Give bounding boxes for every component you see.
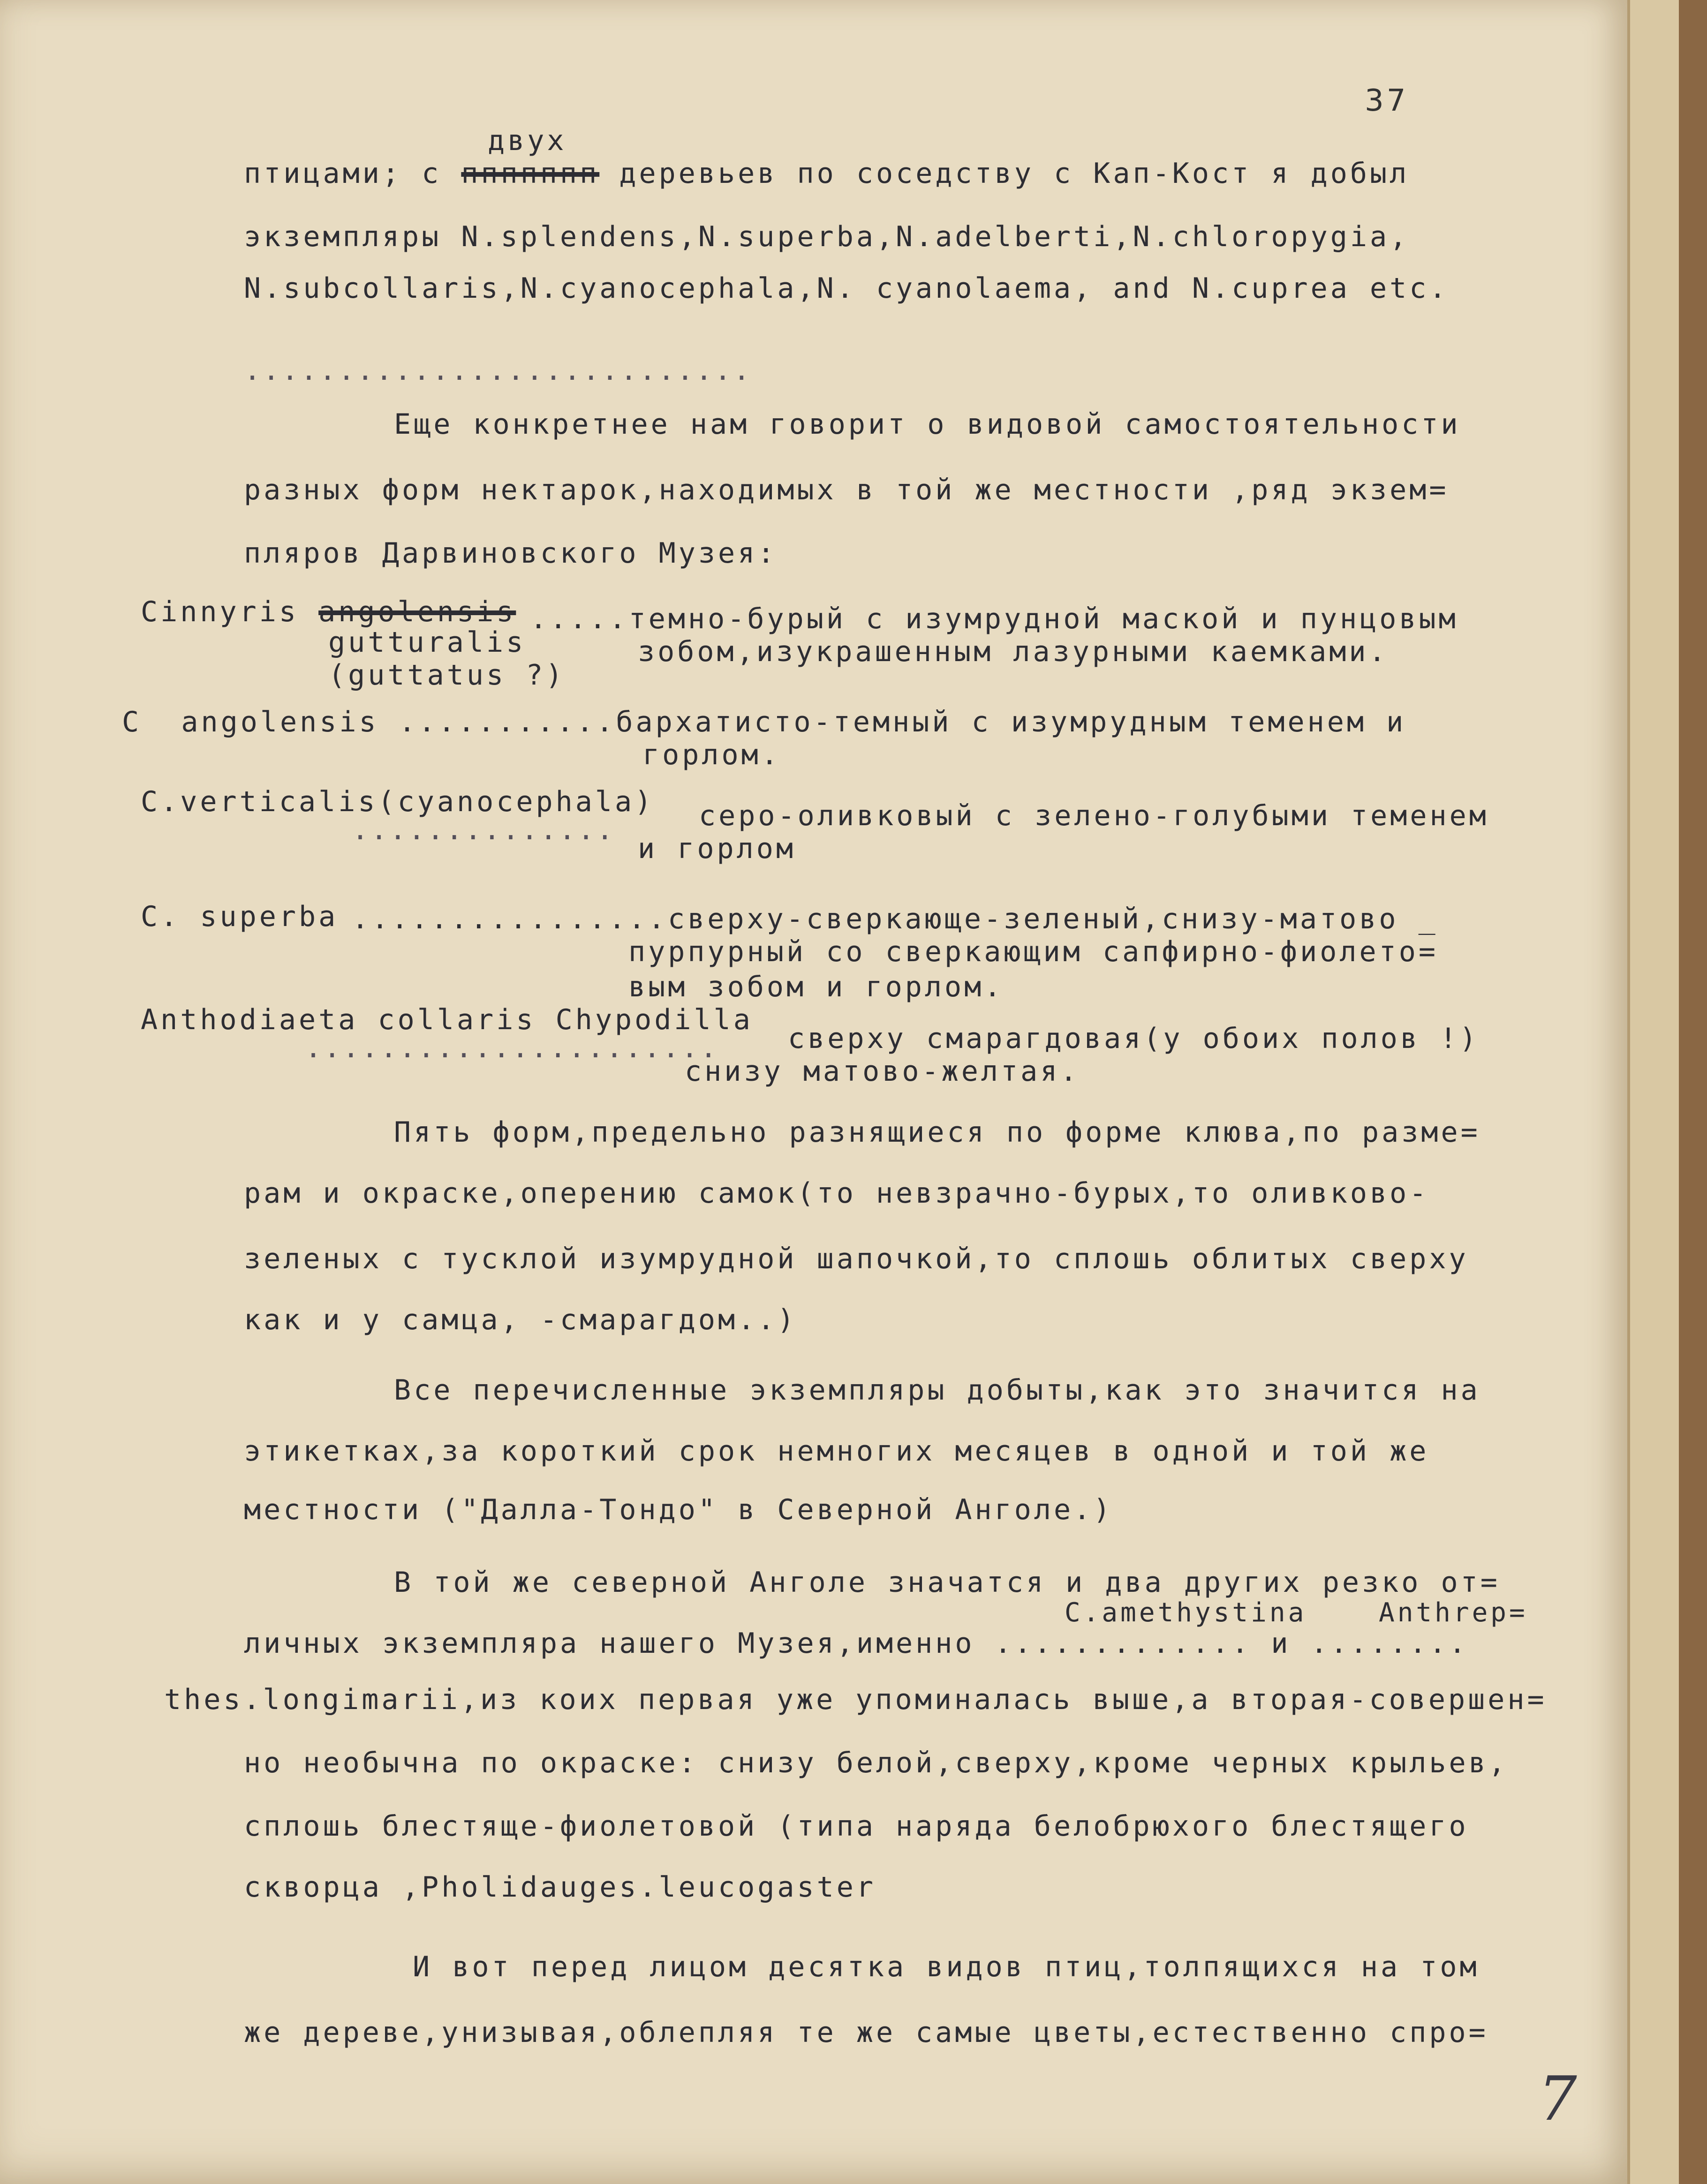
specimen-1-name bbox=[141, 595, 516, 628]
intro-line-2: экземпляры N.splendens,N.superba,N.adelberti,N.chloropygia, bbox=[244, 220, 1410, 253]
para4-line-3-rest: ,из коих первая уже упоминалась выше,а вторая-совершен= bbox=[460, 1683, 1547, 1716]
specimen-1-name-2: gutturalis bbox=[328, 626, 526, 659]
specimen-5-dots: ...................... bbox=[305, 1032, 719, 1064]
background-edge bbox=[1679, 0, 1707, 2184]
para1-line-1: Еще конкретнее нам говорит о видовой самостоятельности bbox=[394, 408, 1461, 441]
para3-line-1: Все перечисленные экземпляры добыты,как это значится на bbox=[394, 1374, 1480, 1407]
specimen-5-desc-2: снизу матово-желтая. bbox=[685, 1055, 1080, 1088]
para4-line-3 bbox=[164, 1683, 1547, 1716]
page-number: 37 bbox=[1365, 83, 1409, 118]
specimen-1-genus: Cinnyris bbox=[141, 595, 299, 628]
specimen-1-desc: .....темно-бурый с изумрудной маской и пунцовым bbox=[530, 602, 1458, 635]
para3-line-3: местности ("Далла-Тондо" в Северной Анголе.) bbox=[244, 1493, 1113, 1526]
specimen-4-name: C. superba bbox=[141, 900, 339, 933]
para4-line-6: скворца ,Pholidauges.leucogaster bbox=[244, 1871, 876, 1904]
specimen-1-name-3: (guttatus ?) bbox=[328, 659, 566, 692]
para4-line-2: личных экземпляра нашего Музея,именно ............. и ........ bbox=[244, 1627, 1469, 1660]
specimen-3-name: C.verticalis(cyanocephala) bbox=[141, 785, 655, 818]
para2-line-3: зеленых с тусклой изумрудной шапочкой,то сплошь облитых сверху bbox=[244, 1243, 1469, 1275]
specimen-1-desc-2: зобом,изукрашенным лазурными каемками. bbox=[638, 635, 1389, 668]
specimen-3-desc: серо-оливковый с зелено-голубыми теменем bbox=[699, 799, 1489, 832]
specimen-4-desc-2: пурпурный со сверкающим сапфирно-фиолето= bbox=[628, 935, 1439, 968]
specimen-5-desc: сверху смарагдовая(у обоих полов !) bbox=[788, 1022, 1480, 1055]
para4-insert-anthrep: Anthrep= bbox=[1379, 1597, 1528, 1628]
para2-line-4: как и у самца, -смарагдом..) bbox=[244, 1303, 797, 1336]
specimen-4-desc-3: вым зобом и горлом. bbox=[628, 971, 1004, 1003]
para4-line-1: В той же северной Анголе значатся и два других резко от= bbox=[394, 1566, 1500, 1599]
inserted-word: двух bbox=[488, 124, 567, 157]
specimen-3-dots: .............. bbox=[352, 813, 615, 846]
para4-line-3-prefix: thes.longimarii bbox=[164, 1683, 461, 1716]
specimen-2-desc-2: горлом. bbox=[642, 738, 781, 771]
intro-line-1 bbox=[244, 157, 1409, 190]
specimen-2-name: C angolensis bbox=[122, 706, 379, 738]
specimen-5-name: Anthodiaeta collaris Chypodilla bbox=[141, 1003, 753, 1036]
stacked-page-edges bbox=[1627, 0, 1682, 2184]
para5-line-2: же дереве,унизывая,облепляя те же самые цветы,естественно спро= bbox=[244, 2016, 1488, 2049]
para1-line-3: пляров Дарвиновского Музея: bbox=[244, 537, 778, 570]
para4-line-5: сплошь блестяще-фиолетовой (типа наряда белобрюхого блестящего bbox=[244, 1810, 1469, 1843]
intro-line-1-end: деревьев по соседству с Кап-Кост я добыл bbox=[599, 157, 1410, 190]
para5-line-1: И вот перед лицом десятка видов птиц,толпящихся на том bbox=[413, 1951, 1480, 1983]
para4-line-4: но необычна по окраске: снизу белой,сверху,кроме черных крыльев, bbox=[244, 1747, 1508, 1779]
intro-line-1-start: птицами; с bbox=[244, 157, 461, 190]
para1-line-2: разных форм нектарок,находимых в той же местности ,ряд экзем= bbox=[244, 474, 1449, 506]
struck-word: ппппппп bbox=[461, 157, 600, 190]
para3-line-2: этикетках,за короткий срок немногих месяцев в одной и той же bbox=[244, 1435, 1429, 1468]
para4-insert-amethystina: C.amethystina bbox=[1065, 1597, 1307, 1628]
specimen-4-desc: ................сверху-сверкающе-зеленый,снизу-матово _ bbox=[352, 903, 1438, 935]
specimen-3-desc-2: и горлом bbox=[638, 832, 796, 865]
para2-line-1: Пять форм,предельно разнящиеся по форме клюва,по разме= bbox=[394, 1116, 1480, 1149]
specimen-2-desc: ...........бархатисто-темный с изумрудным теменем и bbox=[399, 706, 1406, 738]
handwritten-page-mark: 7 bbox=[1538, 2063, 1577, 2134]
intro-line-3: N.subcollaris,N.cyanocephala,N. cyanolaema, and N.cuprea etc. bbox=[244, 272, 1449, 305]
intro-dots: ........................... bbox=[244, 354, 752, 387]
specimen-1-struck-name: angolensis bbox=[318, 595, 516, 628]
para2-line-2: рам и окраске,оперению самок(то невзрачно-бурых,то оливково- bbox=[244, 1177, 1429, 1210]
